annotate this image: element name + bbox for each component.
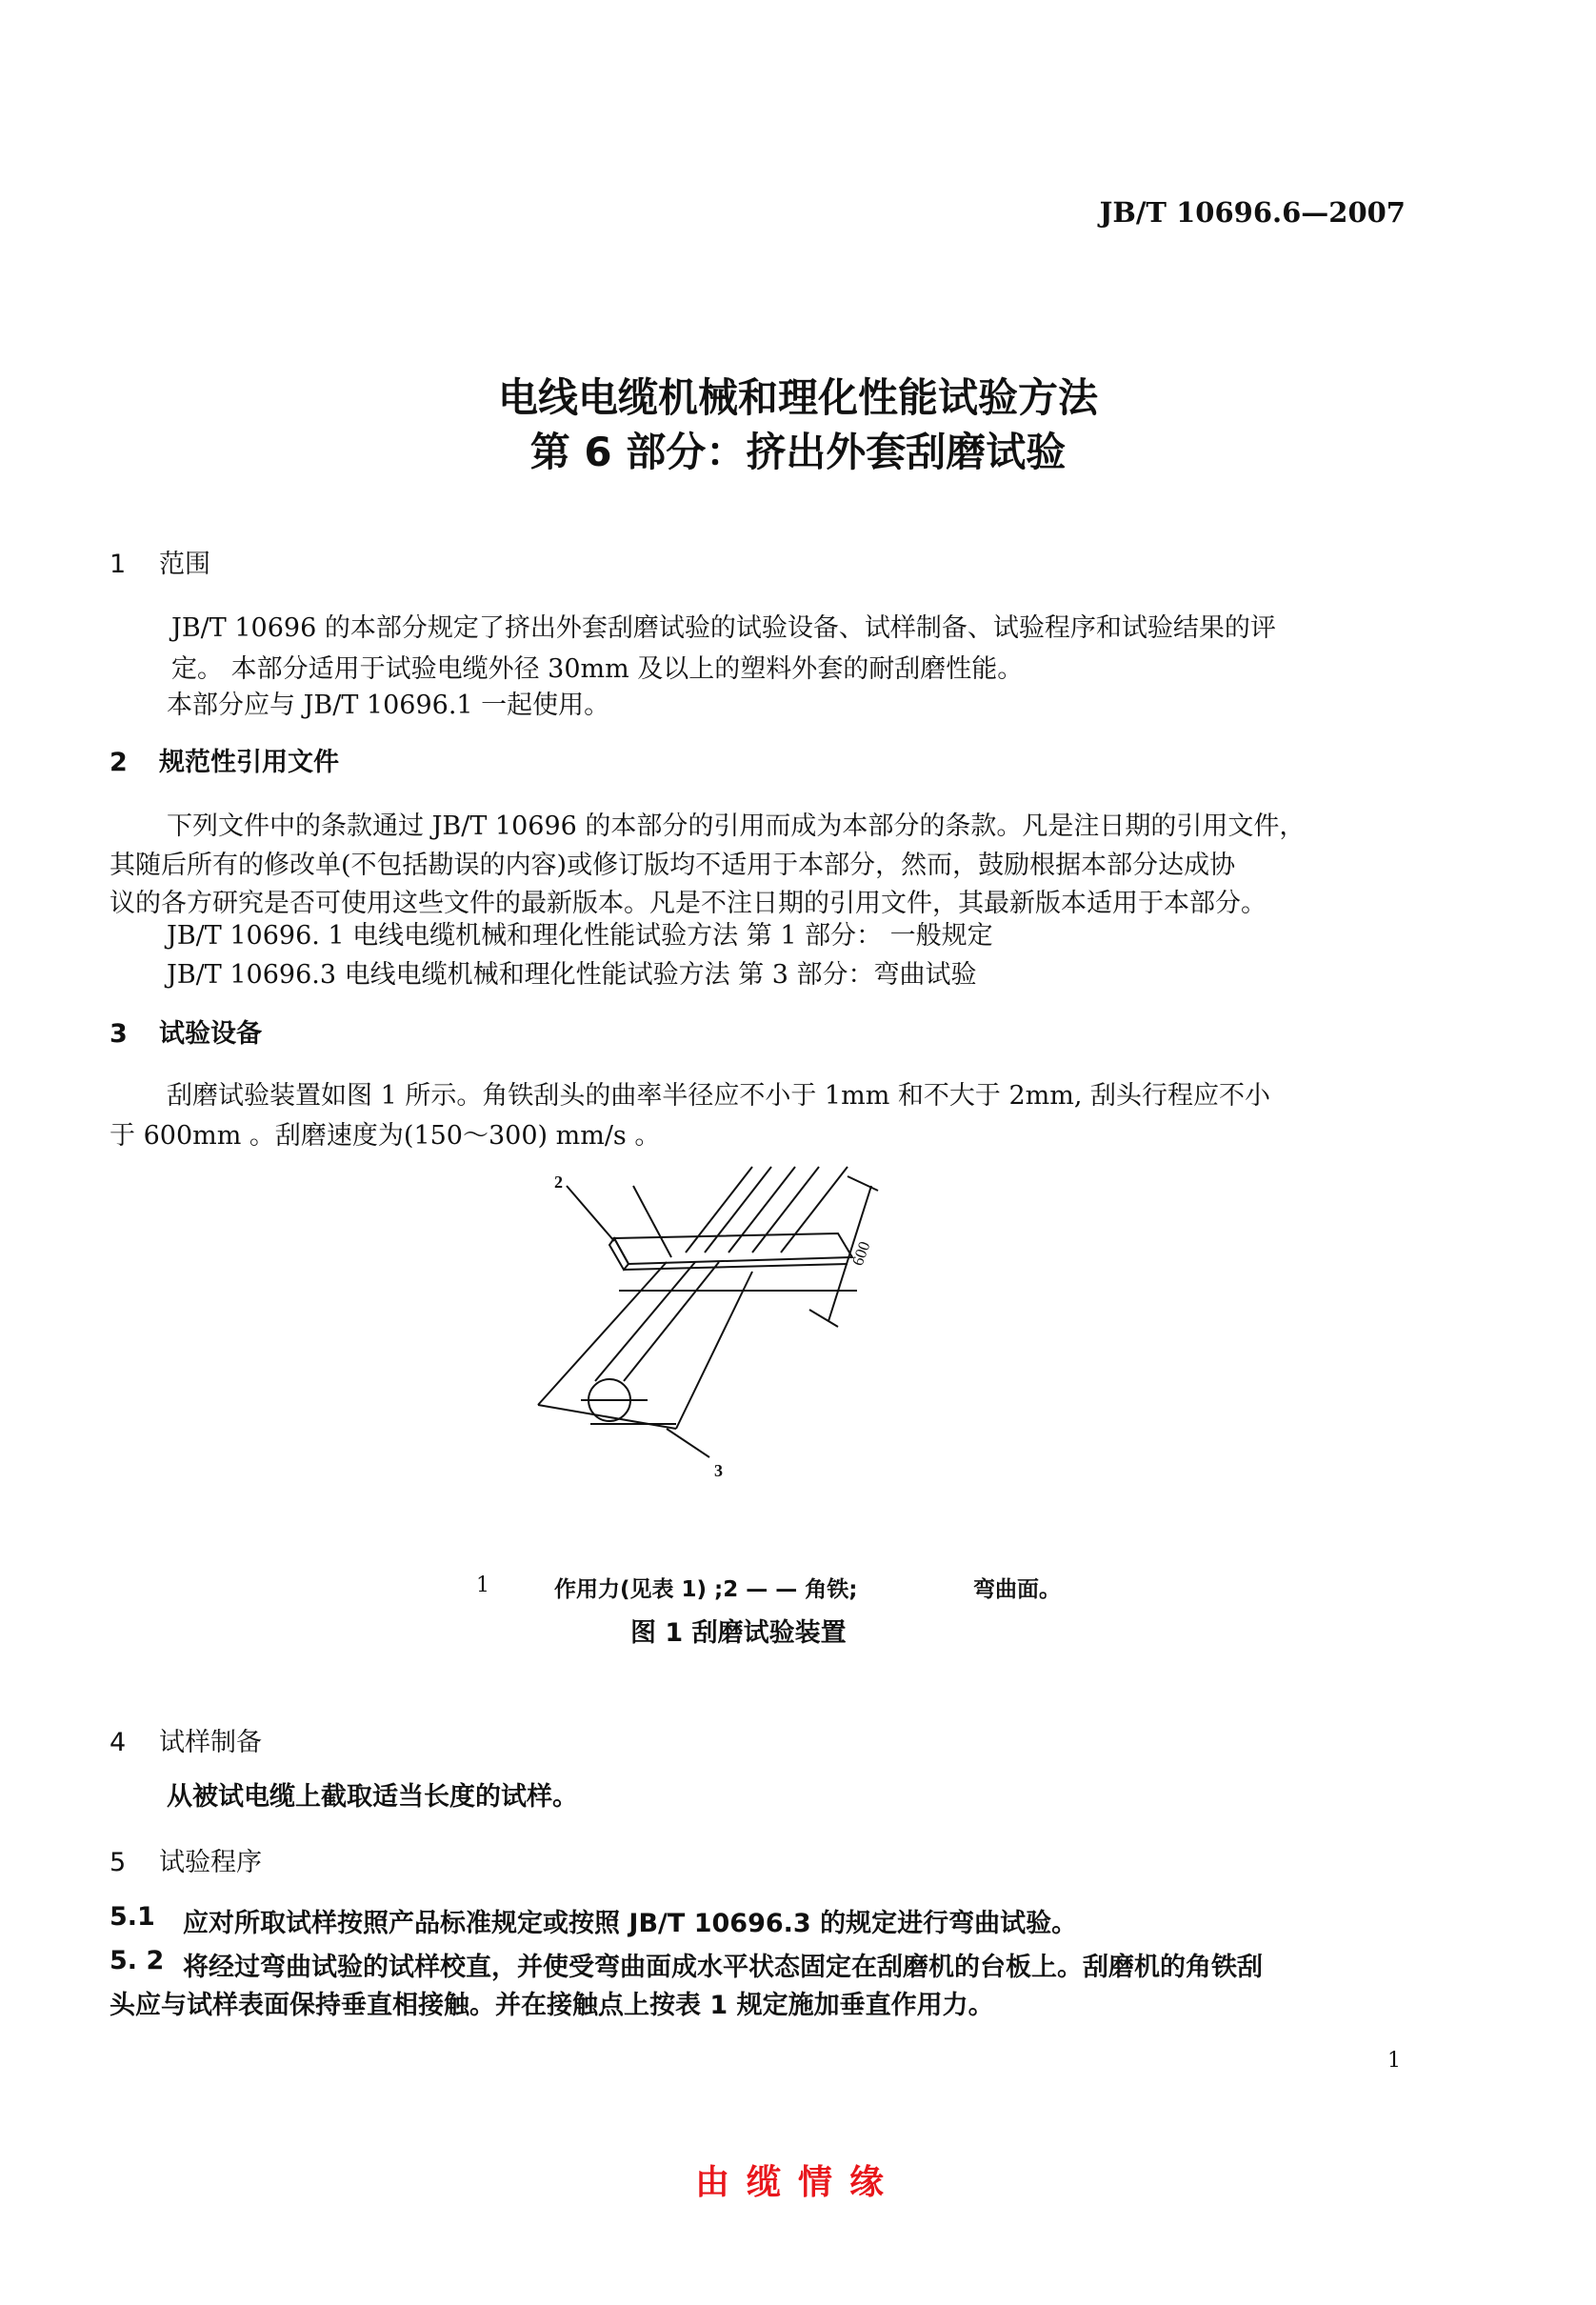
section-number: 3 — [110, 1019, 128, 1049]
cable-line — [624, 1262, 719, 1381]
figure-legend-text: 作用力(见表 1) ;2 — — 角铁; — [554, 1577, 858, 1602]
section-3-heading — [110, 1012, 262, 1050]
cable-line — [595, 1262, 695, 1381]
figure-legend-1: 1 — [476, 1573, 489, 1597]
section-2-para-3: 议的各方研究是否可使用这些文件的最新版本。凡是不注日期的引用文件，其最新版本适用于本部分。 — [110, 889, 1267, 918]
section-number: 2 — [110, 748, 128, 777]
section-4-heading — [110, 1721, 262, 1758]
section-number: 5 — [110, 1848, 127, 1877]
section-1-para-2: 定。 本部分适用于试验电缆外径 30mm 及以上的塑料外套的耐刮磨性能。 — [171, 654, 1024, 684]
figure-1-scraping-apparatus — [524, 1157, 962, 1491]
reference-2: JB/T 10696.3 电线电缆机械和理化性能试验方法 第 3 部分：弯曲试验 — [167, 960, 977, 990]
doc-title-line1: 电线电缆机械和理化性能试验方法 — [497, 374, 1098, 421]
section-2-heading — [110, 741, 339, 778]
apparatus-drawing — [524, 1157, 962, 1491]
section-2-para-1: 下列文件中的条款通过 JB/T 10696 的本部分的引用而成为本部分的条款。凡是注日期的引用文件， — [167, 812, 1306, 841]
section-1-para-1: JB/T 10696 的本部分规定了挤出外套刮磨试验的试验设备、试样制备、试验程序和试验结果的评 — [171, 613, 1276, 643]
angle-iron — [614, 1233, 852, 1264]
standard-code: JB/T 10696.6—2007 — [1099, 196, 1406, 229]
angle-iron-edge — [609, 1238, 628, 1270]
section-title: 试样制备 — [159, 1728, 262, 1757]
doc-title-line2: 第 6 部分：挤出外套刮磨试验 — [529, 429, 1067, 475]
clause-5-1: 应对所取试样按照产品标准规定或按照 JB/T 10696.3 的规定进行弯曲试验。 — [183, 1909, 1078, 1938]
section-title: 试验设备 — [159, 1019, 262, 1049]
section-number: 1 — [110, 550, 127, 579]
section-2-para-2: 其随后所有的修改单(不包括勘误的内容)或修订版均不适用于本部分，然而，鼓励根据本部分达成协 — [110, 851, 1236, 880]
section-1-para-3: 本部分应与 JB/T 10696.1 一起使用。 — [167, 691, 610, 720]
section-4-para-1: 从被试电缆上截取适当长度的试样。 — [167, 1782, 578, 1812]
plate-edge-bottom — [538, 1405, 676, 1429]
label-3: 3 — [714, 1461, 723, 1480]
clause-5-2-line-2: 头应与试样表面保持垂直相接触。并在接触点上按表 1 规定施加垂直作用力。 — [110, 1991, 994, 2020]
figure-caption: 图 1 刮磨试验装置 — [630, 1618, 847, 1648]
section-1-heading — [110, 543, 210, 580]
clause-5-1-number: 5.1 — [110, 1902, 155, 1932]
angle-iron-bottom — [624, 1264, 848, 1270]
leader-line-2 — [567, 1186, 614, 1241]
label-2: 2 — [554, 1173, 563, 1192]
leader-line — [633, 1186, 671, 1257]
plate-edge-right — [676, 1272, 752, 1429]
section-5-heading — [110, 1841, 262, 1878]
hatch-line — [781, 1167, 848, 1253]
section-number: 4 — [110, 1728, 127, 1757]
hatch-line — [686, 1167, 752, 1253]
section-title: 试验程序 — [159, 1848, 262, 1877]
footer-watermark: 由缆情缘 — [694, 2163, 901, 2202]
leader-line-3 — [667, 1429, 709, 1457]
section-3-para-2: 于 600mm 。刮磨速度为(150～300) mm/s 。 — [110, 1121, 661, 1151]
section-title: 范围 — [159, 550, 210, 579]
figure-legend-end: 弯曲面。 — [973, 1577, 1061, 1602]
reference-1: JB/T 10696. 1 电线电缆机械和理化性能试验方法 第 1 部分： 一般规定 — [167, 921, 993, 951]
dimension-tick — [809, 1310, 838, 1327]
clause-5-2-number: 5. 2 — [110, 1946, 165, 1975]
section-title: 规范性引用文件 — [159, 748, 339, 777]
label-600: 600 — [848, 1238, 874, 1269]
dimension-tick — [848, 1176, 878, 1191]
section-3-para-1: 刮磨试验装置如图 1 所示。角铁刮头的曲率半径应不小于 1mm 和不大于 2mm, 刮头行程应不小 — [167, 1081, 1271, 1111]
page-number: 1 — [1387, 2049, 1401, 2073]
plate-edge-left — [538, 1262, 667, 1405]
clause-5-2-line-1: 将经过弯曲试验的试样校直，并使受弯曲面成水平状态固定在刮磨机的台板上。刮磨机的角铁刮 — [183, 1953, 1263, 1982]
